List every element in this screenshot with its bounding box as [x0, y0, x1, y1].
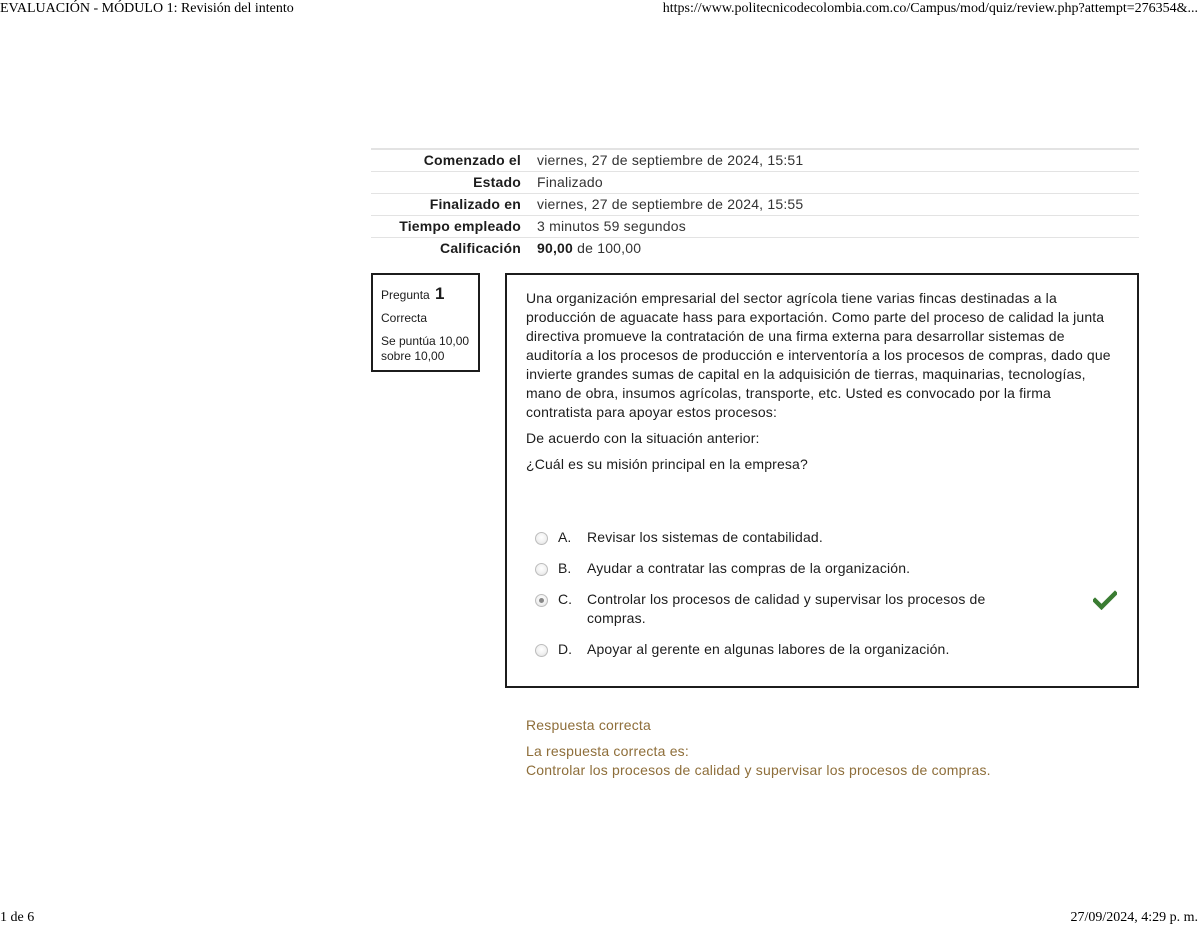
print-footer: [0, 910, 1200, 928]
question-info-box: [371, 273, 480, 372]
question-state: Correcta: [381, 311, 428, 325]
answer-text: Controlar los procesos de calidad y supervisar los procesos de compras.: [587, 591, 986, 626]
answer-letter: D.: [558, 641, 572, 657]
question-paragraph: De acuerdo con la situación anterior:: [526, 430, 760, 446]
summary-row-started: [371, 150, 1139, 172]
grade-out-of: de 100,00: [577, 240, 642, 256]
general-feedback: Respuesta correcta: [526, 717, 651, 733]
radio-button-selected[interactable]: [535, 594, 548, 607]
answer-text: Ayudar a contratar las compras de la organización.: [587, 560, 911, 576]
print-header: [0, 1, 1200, 19]
answer-letter: B.: [558, 560, 572, 576]
summary-value: viernes, 27 de septiembre de 2024, 15:51: [537, 152, 804, 168]
summary-label: Comenzado el: [423, 152, 521, 168]
summary-label: Finalizado en: [429, 196, 521, 212]
print-datetime: 27/09/2024, 4:29 p. m.: [1070, 910, 1198, 925]
question-feedback: [526, 716, 1146, 780]
print-page-number: 1 de 6: [0, 910, 35, 925]
summary-value: Finalizado: [537, 174, 603, 190]
radio-button[interactable]: [535, 563, 548, 576]
summary-value: 3 minutos 59 segundos: [537, 218, 686, 234]
question-grade: Se puntúa 10,00 sobre 10,00: [381, 334, 470, 363]
question-number: [381, 284, 478, 304]
summary-label: Calificación: [440, 240, 521, 256]
check-icon: [1093, 590, 1117, 615]
summary-row-time-taken: [371, 216, 1139, 238]
question-number-label: Pregunta: [381, 288, 430, 302]
attempt-summary-table: [371, 148, 1139, 259]
summary-value: viernes, 27 de septiembre de 2024, 15:55: [537, 196, 804, 212]
summary-row-finished: [371, 194, 1139, 216]
summary-label: Tiempo empleado: [399, 218, 521, 234]
print-page-url: https://www.politecnicodecolombia.com.co/Campus/mod/quiz/review.php?attempt=276354&...: [662, 1, 1198, 16]
radio-button[interactable]: [535, 644, 548, 657]
right-answer-label: La respuesta correcta es:: [526, 743, 689, 759]
answer-text: Apoyar al gerente en algunas labores de la organización.: [587, 641, 950, 657]
radio-button[interactable]: [535, 532, 548, 545]
right-answer-text: Controlar los procesos de calidad y supervisar los procesos de compras.: [526, 762, 991, 778]
summary-row-grade: [371, 238, 1139, 259]
summary-value: [521, 238, 641, 259]
summary-label: Estado: [473, 174, 521, 190]
answer-letter: A.: [558, 529, 572, 545]
question-number-value: 1: [435, 284, 445, 303]
answer-letter: C.: [558, 591, 572, 607]
summary-row-state: [371, 172, 1139, 194]
question-content-box: [505, 273, 1139, 688]
print-page-title: EVALUACIÓN - MÓDULO 1: Revisión del intento: [0, 1, 294, 16]
question-prompt: ¿Cuál es su misión principal en la empresa?: [526, 456, 808, 472]
grade-score: 90,00: [537, 240, 574, 256]
answer-text: Revisar los sistemas de contabilidad.: [587, 529, 823, 545]
question-text: [526, 289, 1118, 481]
question-paragraph: Una organización empresarial del sector agrícola tiene varias fincas destinadas a la producción de aguacate hass para exportación. Como parte del proceso de calidad la junta directiva promueve la contratación de una firma externa para desarrollar sistemas de auditoría a los procesos de producción e interventoría a los procesos de compras, dado que invierte grandes sumas de capital en la adquisición de tierras, maquinarias, tecnologías, mano de obra, insumos agrícolas, transporte, etc. Usted es convocado por la firma contratista para apoyar estos procesos:: [526, 290, 1111, 420]
